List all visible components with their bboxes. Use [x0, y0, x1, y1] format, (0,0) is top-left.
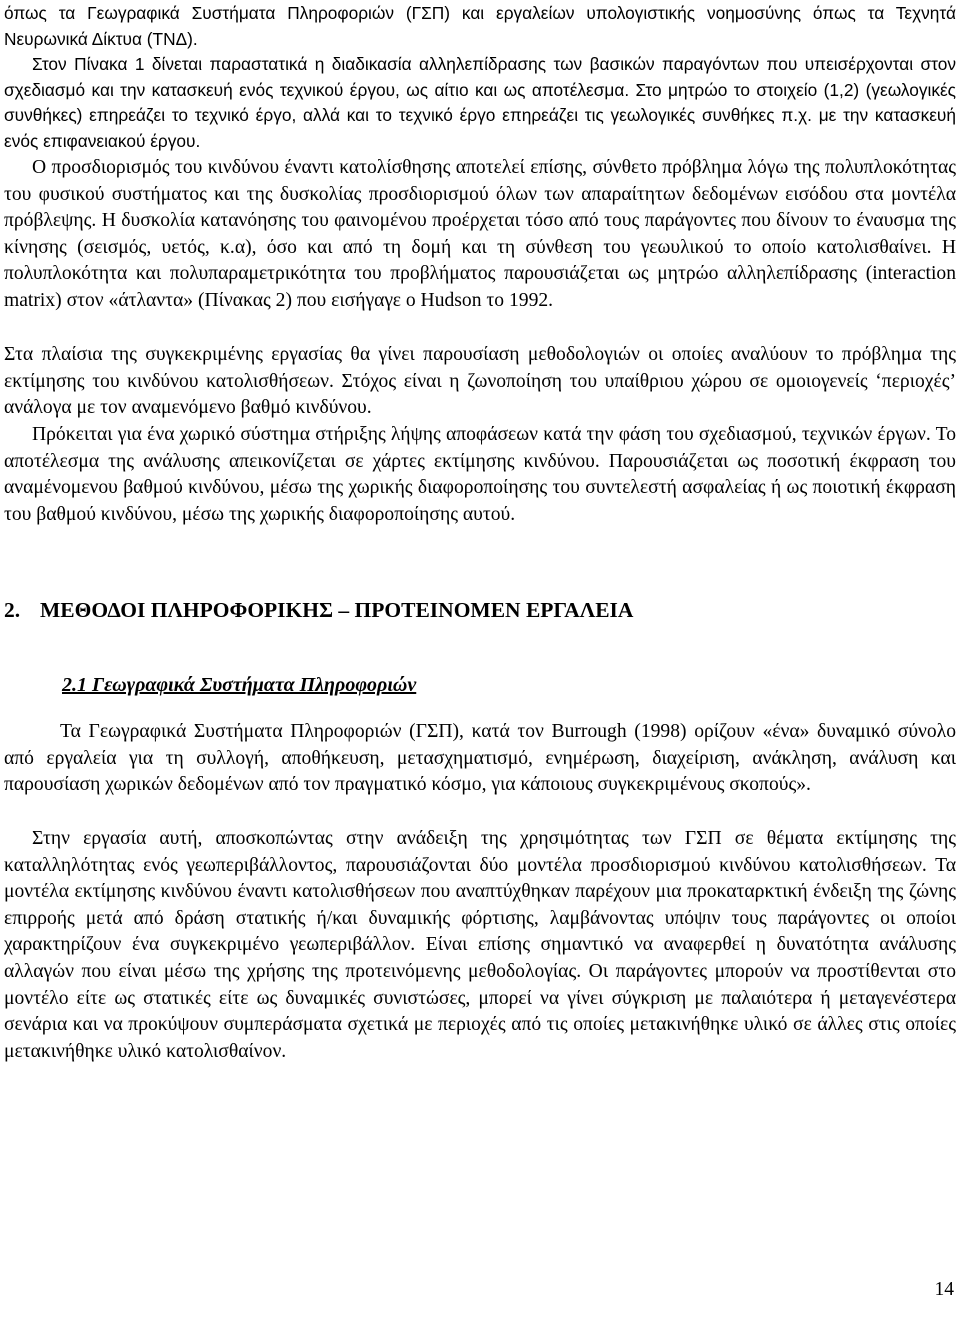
section-heading-2 [4, 598, 633, 623]
section-number: 2. [4, 598, 21, 622]
paragraph-table1: Στον Πίνακα 1 δίνεται παραστατικά η διαδικασία αλληλεπίδρασης των βασικών παραγόντων που υπεισέρχονται στον σχεδιασμό και την κατασκευή ενός τεχνικού έργου, ως αίτιο και ως αποτέλεσμα. Στο μητρώο το στοιχείο (1,2) (γεωλογικές συνθήκες) επηρεάζει το τεχνικό έργο, αλλά και το τεχνικό έργο επηρεάζει τις γεωλογικές συνθήκες π.χ. με την κατασκευή ενός επιφανειακού έργου. [4, 54, 956, 151]
paragraph-landslide-risk: Ο προσδιορισμός του κινδύνου έναντι κατολίσθησης αποτελεί επίσης, σύνθετο πρόβλημα λόγω της πολυπλοκότητας του φυσικού συστήματος και της δυσκολίας προσδιορισμού όλων των απαραίτητων δεδομένων εισόδου στα μοντέλα πρόβλεψης. Η δυσκολία κατανόησης του φαινομένου προέρχεται τόσο από τους παράγοντες που δίνουν το έναυσμα της κίνησης (σεισμός, υετός, κ.α), όσο και από τη δομή και τη σύνθεση του γεωυλικού το οποίο κατολισθαίνει. Η πολυπλοκότητα και πολυπαραμετρικότητα του προβλήματος παρουσιάζεται ως μητρώο αλληλεπίδρασης (interaction matrix) στον «άτλαντα» (Πίνακας 2) που εισήγαγε ο Hudson το 1992. [4, 157, 956, 311]
subsection-heading-2-1: 2.1 Γεωγραφικά Συστήματα Πληροφοριών [62, 674, 417, 696]
section-title: ΜΕΘΟΔΟΙ ΠΛΗΡΟΦΟΡΙΚΗΣ – ΠΡΟΤΕΙΝΟΜΕΝ ΕΡΓΑΛΕΙΑ [40, 598, 634, 622]
page-number: 14 [934, 1279, 954, 1300]
paragraph-gis-models: Στην εργασία αυτή, αποσκοπώντας στην ανάδειξη της χρησιμότητας των ΓΣΠ σε θέματα εκτίμησης της καταλληλότητας ενός γεωπεριβάλλοντος, παρουσιάζονται δύο μοντέλα προσδιορισμού κινδύνου κατολισθήσεων. Τα μοντέλα εκτίμησης κινδύνου έναντι κατολισθήσεων που αναπτύχθηκαν παρέχουν μια προκαταρκτική ένδειξη της ζώνης επιρροής μετά από δράση στατικής ή/και δυναμικής φόρτισης, λαμβάνοντας υπόψιν τους παράγοντες οι οποίοι χαρακτηρίζουν ένα συγκεκριμένο γεωπεριβάλλον. Είναι επίσης σημαντικό να αναφερθεί η δυνατότητα ανάλυσης αλλαγών που είναι μέσω της χρήσης της προτεινόμενης μεθοδολογίας. Οι παράγοντες μπορούν να προστίθενται στο μοντέλο είτε ως στατικές είτε ως δυναμικές συνιστώσες, μπορεί να γίνει σύγκριση με παλαιότερα ή μεταγενέστερα σενάρια και να προκύψουν συμπεράσματα σχετικά με περιοχές από τις οποίες μετακινήθηκε υλικό σε άλλες στις οποίες μετακινήθηκε υλικό κατολισθαίνον. [4, 828, 956, 1062]
paragraph-methodology: Στα πλαίσια της συγκεκριμένης εργασίας θα γίνει παρουσίαση μεθοδολογιών οι οποίες αναλύουν το πρόβλημα της εκτίμησης του κινδύνου κατολισθήσεων. Στόχος είναι η ζωνοποίηση του υπαίθριου χώρου σε ομοιογενείς ‘περιοχές’ ανάλογα με τον αναμενόμενο βαθμό κινδύνου. [4, 344, 956, 419]
paragraph-gis-definition: Τα Γεωγραφικά Συστήματα Πληροφοριών (ΓΣΠ), κατά τον Burrough (1998) ορίζουν «ένα» δυναμικό σύνολο από εργαλεία για τη συλλογή, αποθήκευση, μετασχηματισμό, ενημέρωση, διαχείριση, ανάκληση, ανάλυση και παρουσίαση χωρικών δεδομένων από τον πραγματικό κόσμο, για κάποιους συγκεκριμένους σκοπούς». [4, 721, 956, 796]
paragraph-intro-continued: όπως τα Γεωγραφικά Συστήματα Πληροφοριών (ΓΣΠ) και εργαλείων υπολογιστικής νοημοσύνης όπως τα Τεχνητά Νευρωνικά Δίκτυα (ΤΝΔ). [4, 3, 956, 49]
paragraph-decision-support: Πρόκειται για ένα χωρικό σύστημα στήριξης λήψης αποφάσεων κατά την φάση του σχεδιασμού, τεχνικών έργων. Το αποτέλεσμα της ανάλυσης απεικονίζεται σε χάρτες εκτίμησης κινδύνου. Παρουσιάζεται ως ποσοτική έκφραση του αναμένομενου βαθμού κινδύνου, μέσω της χωρικής διαφοροποίησης του συντελεστή ασφαλείας ή ως ποιοτική έκφραση του βαθμού κινδύνου, μέσω της χωρικής διαφοροποίησης αυτού. [4, 424, 956, 525]
